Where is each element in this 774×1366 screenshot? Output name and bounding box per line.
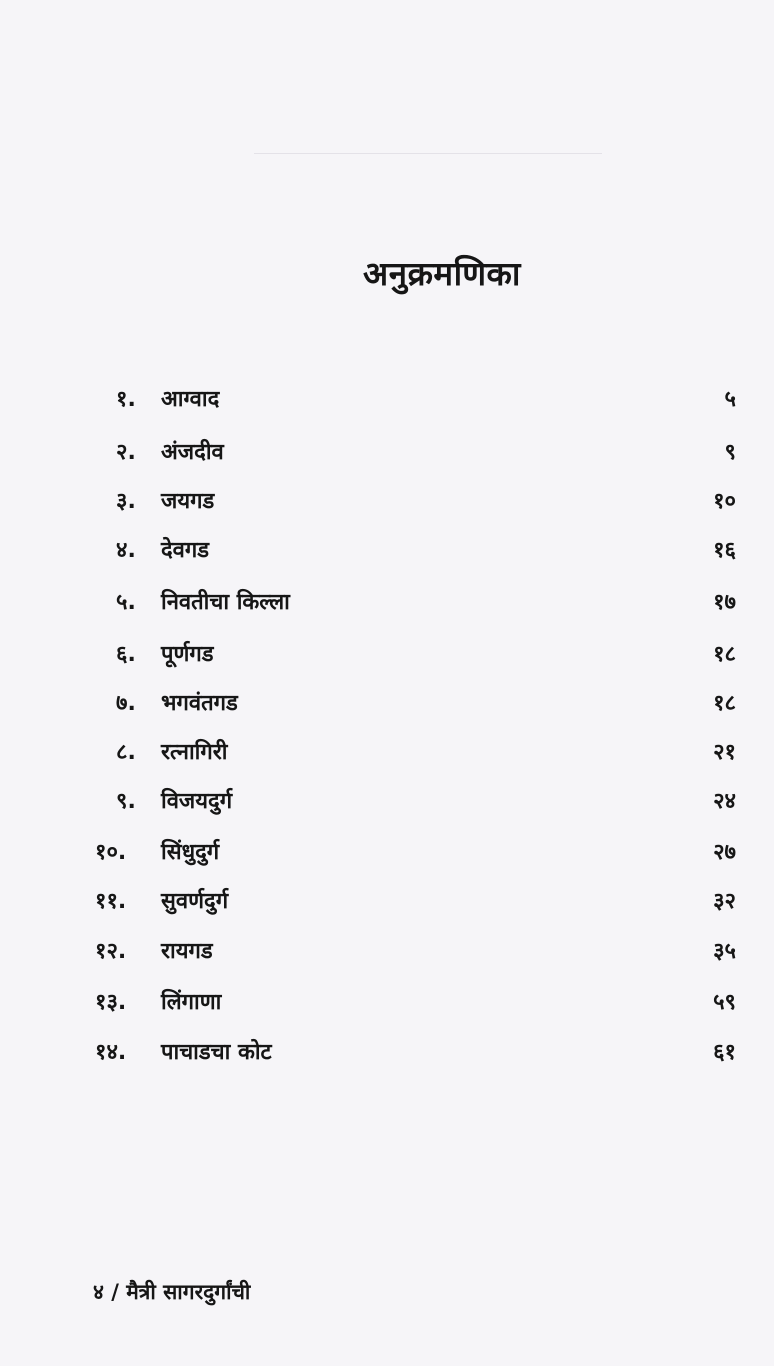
toc-entry-title: लिंगाणा [161, 990, 222, 1015]
toc-entry-page: २४ [713, 789, 736, 814]
toc-row [0, 383, 774, 427]
toc-entry-number: ९. [116, 789, 136, 814]
toc-entry-page: १८ [713, 642, 736, 667]
toc-entry-number: १४. [95, 1040, 127, 1065]
toc-row [0, 1036, 774, 1080]
toc-entry-number: ५. [116, 590, 136, 615]
toc-row [0, 436, 774, 480]
toc-entry-title: निवतीचा किल्ला [161, 590, 290, 615]
toc-entry-page: २७ [713, 840, 736, 865]
toc-row [0, 534, 774, 578]
toc-entry-title: पूर्णगड [161, 642, 214, 667]
toc-entry-title: आग्वाद [161, 387, 220, 412]
toc-entry-number: ४. [116, 538, 136, 563]
toc-entry-title: सुवर्णदुर्ग [161, 889, 229, 914]
toc-entry-number: १०. [95, 840, 127, 865]
toc-row [0, 885, 774, 929]
toc-entry-page: १८ [713, 691, 736, 716]
toc-entry-title: रायगड [161, 939, 213, 964]
toc-entry-page: २१ [713, 740, 736, 765]
toc-row [0, 736, 774, 780]
toc-entry-number: ३. [116, 489, 136, 514]
toc-row [0, 986, 774, 1030]
toc-row [0, 836, 774, 880]
toc-entry-title: भगवंतगड [161, 691, 238, 716]
toc-row [0, 785, 774, 829]
toc-entry-title: जयगड [161, 489, 215, 514]
page-footer: ४ / मैत्री सागरदुर्गांची [93, 1280, 251, 1304]
toc-row [0, 638, 774, 682]
toc-entry-number: १३. [95, 990, 127, 1015]
toc-entry-page: १७ [713, 590, 736, 615]
toc-entry-number: ६. [116, 642, 136, 667]
toc-entry-page: ६१ [713, 1040, 736, 1065]
toc-row [0, 485, 774, 529]
toc-entry-page: १० [713, 489, 736, 514]
toc-entry-title: विजयदुर्ग [161, 789, 233, 814]
toc-entry-title: पाचाडचा कोट [161, 1040, 272, 1065]
toc-entry-number: २. [116, 440, 136, 465]
toc-entry-number: ७. [116, 691, 136, 716]
toc-entry-title: अंजदीव [161, 440, 224, 465]
toc-entry-number: १२. [95, 939, 127, 964]
toc-entry-title: रत्नागिरी [161, 740, 228, 765]
toc-row [0, 935, 774, 979]
toc-row [0, 586, 774, 630]
page-title: अनुक्रमणिका [363, 254, 521, 293]
toc-entry-number: १. [116, 387, 136, 412]
toc-entry-number: ८. [116, 740, 136, 765]
toc-entry-page: ३२ [713, 889, 736, 914]
toc-entry-page: ३५ [713, 939, 736, 964]
toc-entry-page: ५ [724, 387, 736, 412]
toc-entry-title: सिंधुदुर्ग [161, 840, 220, 865]
toc-entry-page: ९ [724, 440, 736, 465]
toc-entry-page: ५९ [713, 990, 736, 1015]
toc-entry-title: देवगड [161, 538, 210, 563]
toc-row [0, 687, 774, 731]
toc-entry-page: १६ [713, 538, 736, 563]
toc-entry-number: ११. [95, 889, 127, 914]
